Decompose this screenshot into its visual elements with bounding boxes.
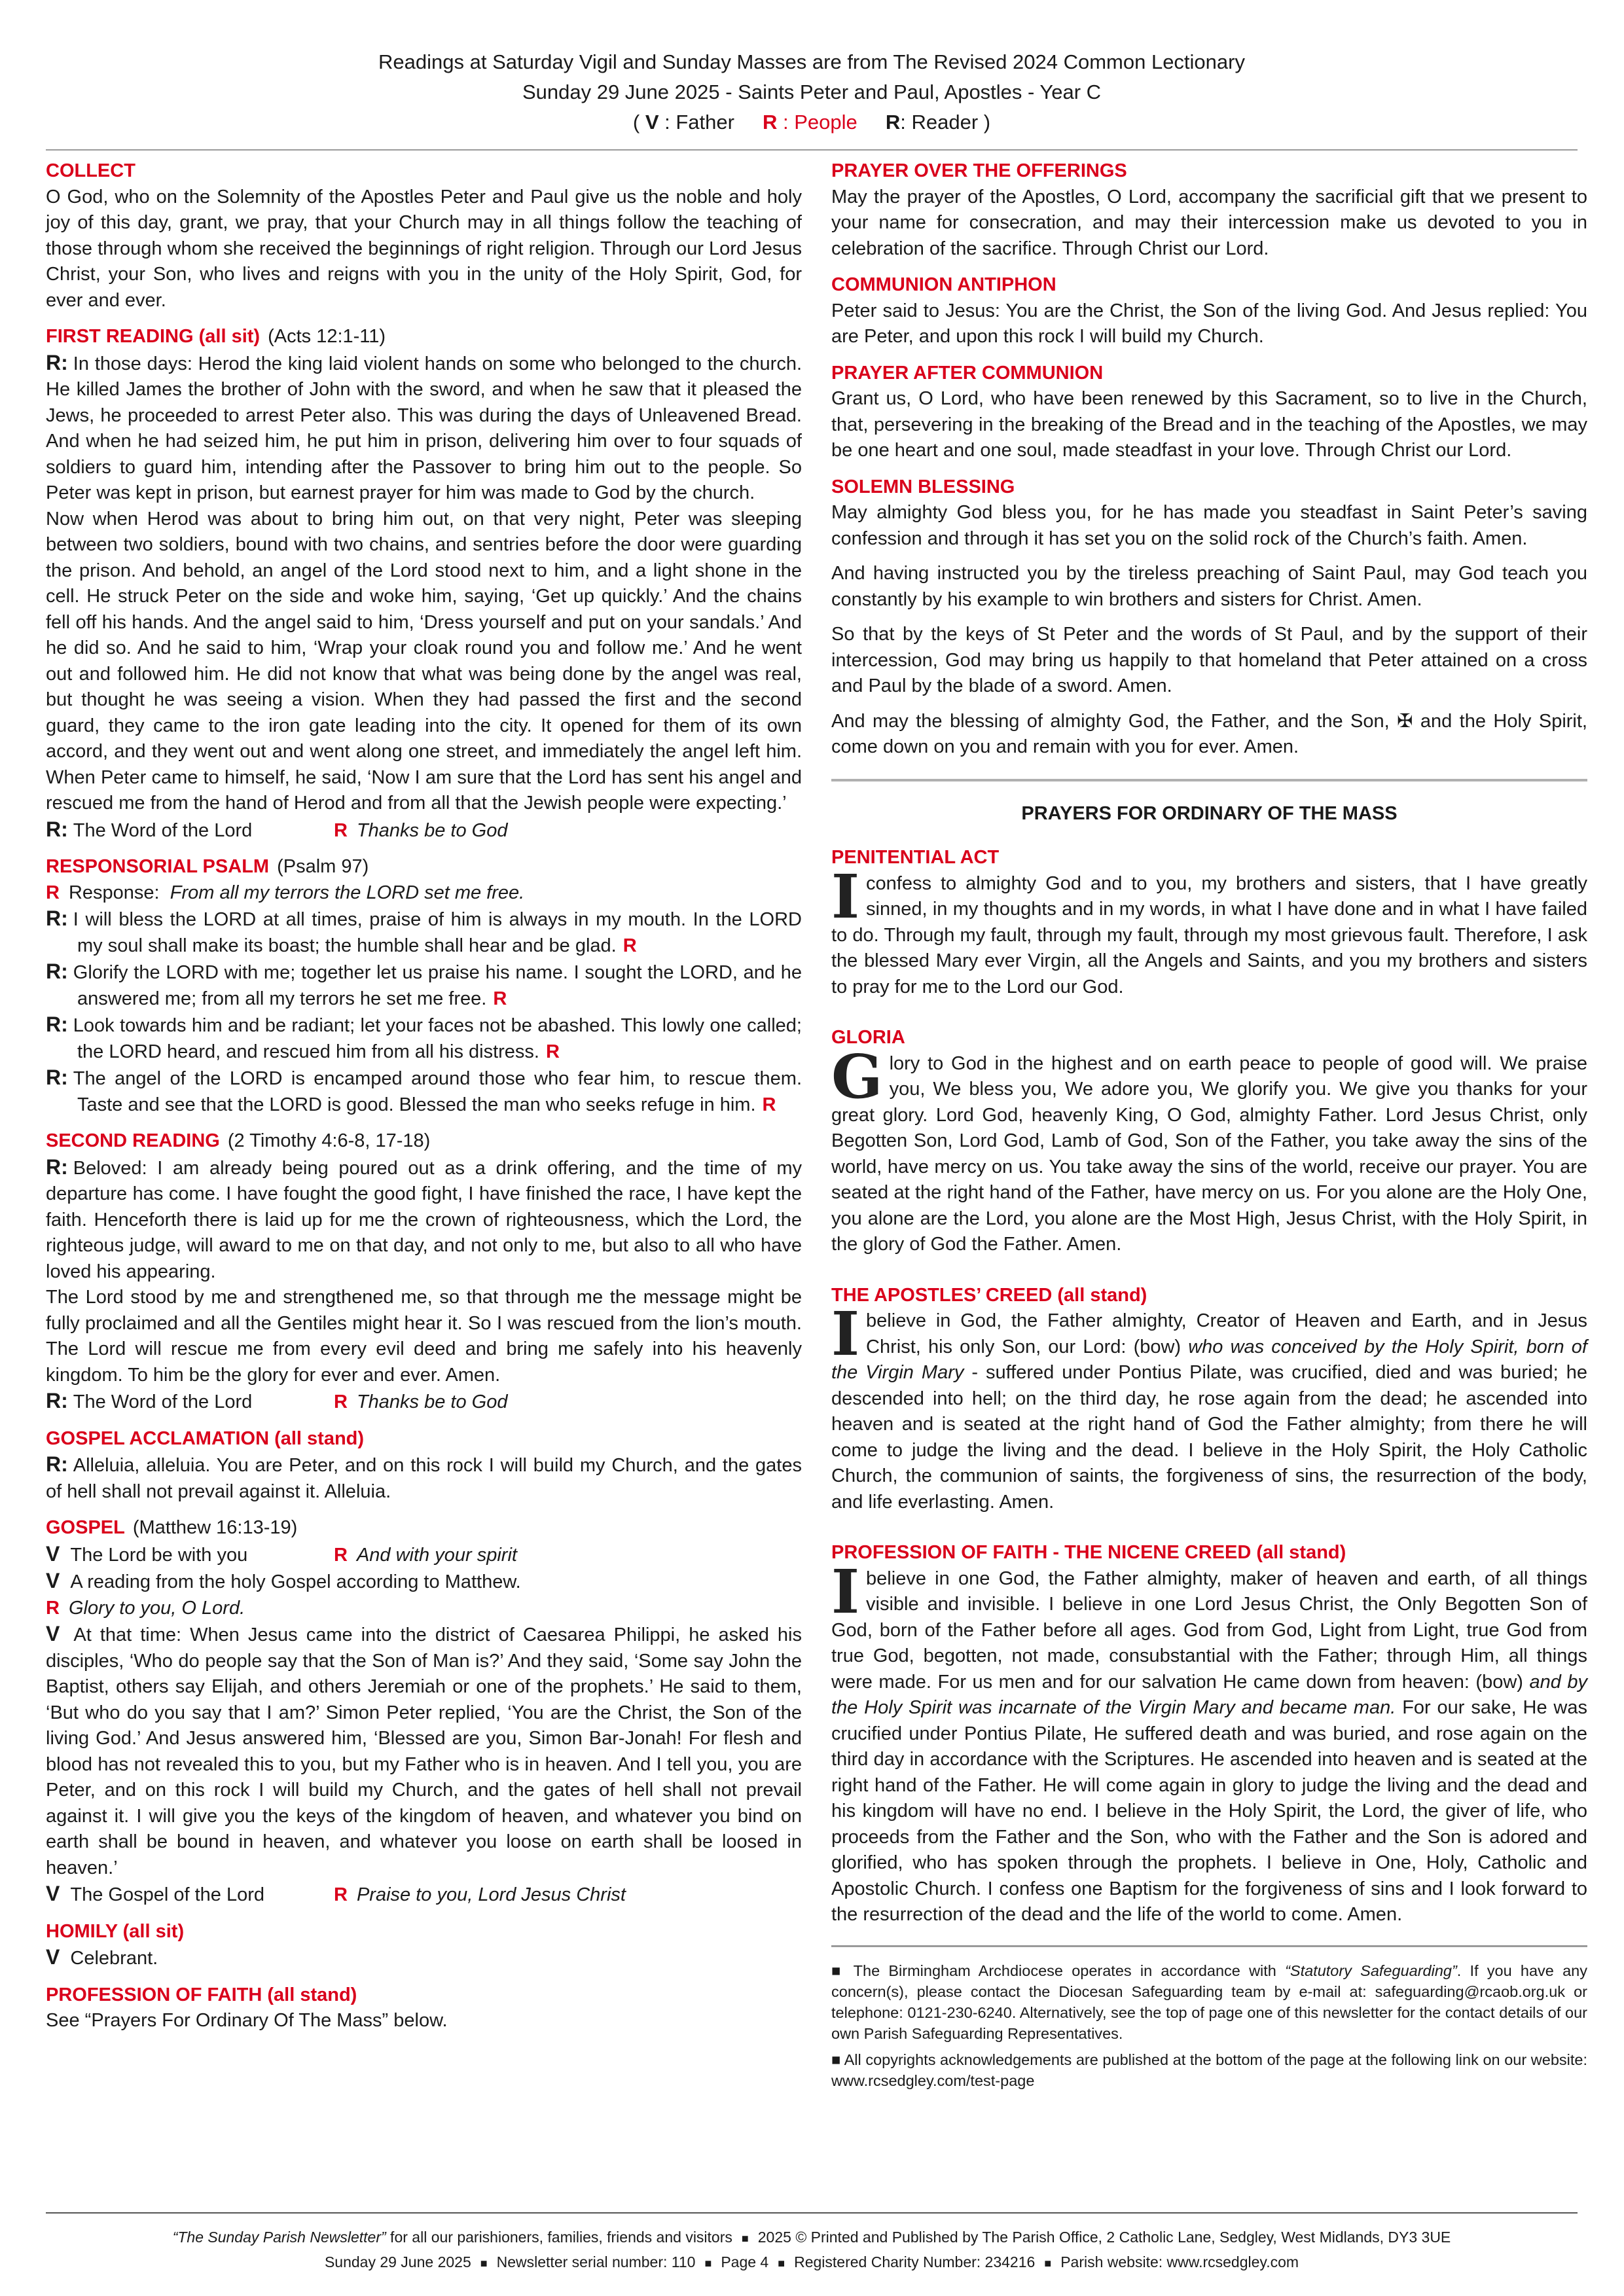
- ordinary-title: PRAYERS FOR ORDINARY OF THE MASS: [1021, 802, 1398, 824]
- dropcap-i: I: [831, 1299, 860, 1369]
- penitential-text: Iconfess to almighty God and to you, my brothers and sisters, that I have greatly sinned, in my thoughts and in my words, in what I have done and in what I have failed to do. Through my fault, through my fault, through my most grievous fault. Therefore, I ask the blessed Mary ever Virgin, all the Angels and Saints, and you my brothers and sisters to pray for me to the Lord our God.: [831, 861, 1587, 997]
- page-footer: [46, 2225, 1578, 2275]
- copyright-note: ■ All copyrights acknowledgements are published at the bottom of the page at the following link on our website: www.rcsedgley.com/test-page: [831, 2051, 1587, 2089]
- dropcap-g: G: [831, 1041, 883, 1112]
- safeguarding-note: ■ The Birmingham Archdiocese operates in accordance with “Statutory Safeguarding”. If you have any concern(s), please contact the Diocesan Safeguarding team by e-mail at: safeguarding@rcaob.org.uk or telephone: 0121-230-6240. Alternatively, see the top of page one of this newsletter for the contact details of our own Parish Safeguarding Representatives.: [831, 1962, 1587, 2042]
- blessing-2: And having instructed you by the tireless preaching of Saint Paul, may God teach you constantly by his example to win brothers and sisters for Christ. Amen.: [831, 563, 1587, 610]
- after-communion-heading: PRAYER AFTER COMMUNION: [831, 362, 1104, 384]
- apostles-creed-heading: THE APOSTLES’ CREED (all stand): [831, 1284, 1147, 1306]
- gloria-text: Glory to God in the highest and on earth peace to people of good will. We praise you, We bless you, We adore you, We glorify you. We give you thanks for your great glory. Lord God, heavenly King, O God, almighty Father. Lord Jesus Christ, only Begotten Son, Lord God, Lamb of God, Son of the Father, you take away the sins of the world, have mercy on us. You take away the sins of the world, receive our prayer. You are seated at the right hand of the Father, have mercy on us. For you alone are the Holy One, you alone are the Lord, you alone are the Most High, Jesus Christ, with the Holy Spirit, in the glory of God the Father. Amen.: [831, 1041, 1587, 1255]
- second-reading-p2: The Lord stood by me and strengthened me, so that through me the message might be fully proclaimed and all the Gentiles might hear it. So I was rescued from the lion’s mouth. The Lord will rescue me from every evil deed and bring me safely into his heavenly kingdom. To him be the glory for ever and ever. Amen.: [46, 1287, 802, 1386]
- nicene-creed-text: Ibelieve in one God, the Father almighty, maker of heaven and earth, of all things visible and invisible. I believe in one Lord Jesus Christ, the Only Begotten Son of God, born of the Father before all ages. God from God, Light from Light, true God from true God, begotten, not made, consubstantial with the Father; through Him, all things were made. For us men and for our salvation He came down from heaven: (bow) and by the Holy Spirit was incarnate of the Virgin Mary and became man. For our sake, He was crucified under Pontius Pilate, He suffered death and was buried, and rose again on the third day in accordance with the Scriptures. He ascended into heaven and is seated at the right hand of the Father. He will come again in glory to judge the living and the dead and his kingdom will have no end. I believe in the Holy Spirit, the Lord, the giver of life, who proceeds from the Father and the Son, who with the Father and the Son is adored and glorified, who has spoken through the prophets. I believe in One, Holy, Catholic and Apostolic Church. I confess one Baptism for the forgiveness of sins and I look forward to the resurrection of the dead and the life of the world to come. Amen.: [831, 1556, 1588, 1925]
- footer-divider: [46, 2212, 1578, 2214]
- collect-heading: COLLECT: [46, 160, 135, 181]
- legend-v: V: [645, 111, 659, 134]
- blessing-1: May almighty God bless you, for he has made you steadfast in Saint Peter’s saving confession and through it has set you on the solid rock of the Church’s faith. Amen.: [831, 502, 1587, 549]
- parish-website: Parish website: www.rcsedgley.com: [1060, 2253, 1299, 2270]
- dropcap-i: I: [831, 1556, 860, 1627]
- first-reading-p1: R: In those days: Herod the king laid violent hands on some who belonged to the church. He killed James the brother of John with the sword, and when he saw that it pleased the Jews, he proceeded to arrest Peter also. This was during the days of Unleavened Bread. And when he had seized him, he put him in prison, delivering him over to four squads of soldiers to guard him, intending after the Passover to bring him out to the people. So Peter was kept in prison, but earnest prayer for him was made to God by the church.: [46, 350, 802, 503]
- first-reading-response: R: The Word of the Lord R Thanks be to God: [46, 817, 508, 841]
- communion-antiphon-text: Peter said to Jesus: You are the Christ, the Son of the living God. And Jesus replied: You are Peter, and upon this rock I will build my Church.: [831, 300, 1587, 347]
- legend-line: ( V : Father R : People R: Reader ): [632, 111, 991, 134]
- collect-text: O God, who on the Solemnity of the Apostles Peter and Paul give us the noble and holy joy of this day, grant, we pray, that your Church may in all things follow the teaching of those through whom she received the beginnings of right religion. Through our Lord Jesus Christ, your Son, who lives and reigns with you in the unity of the Holy Spirit, God, for ever and ever.: [46, 186, 802, 311]
- second-reading-heading: SECOND READING (2 Timothy 4:6-8, 17-18): [46, 1130, 431, 1151]
- psalm-response: R Response: From all my terrors the LORD set me free.: [46, 882, 525, 903]
- footer-line-1: “The Sunday Parish Newsletter” for all our parishioners, families, friends and visitors ■ 2025 © Printed and Published by The Parish Office, 2 Catholic Lane, Sedgley, West Midlands, DY3 3UE: [172, 2229, 1451, 2246]
- psalm-verse-3: R: Look towards him and be radiant; let your faces not be abashed. This lowly one called; the LORD heard, and rescued him from all his distress. R: [46, 1013, 802, 1062]
- psalm-heading: RESPONSORIAL PSALM (Psalm 97): [46, 856, 369, 877]
- blessing-4: And may the blessing of almighty God, the Father, and the Son, ✠ and the Holy Spirit, come down on you and remain with you for ever. Amen.: [831, 710, 1587, 757]
- acclamation-heading: GOSPEL ACCLAMATION (all stand): [46, 1427, 365, 1449]
- page-number: Page 4: [721, 2253, 769, 2270]
- first-reading-heading: FIRST READING (all sit) (Acts 12:1-11): [46, 326, 386, 347]
- blessing-3: So that by the keys of St Peter and the words of St Paul, and by the support of their intercession, God may bring us happily to that homeland that Peter attained on a cross and Paul by the blade of a sword. Amen.: [831, 624, 1587, 696]
- notes-divider: [831, 1945, 1587, 1947]
- offerings-heading: PRAYER OVER THE OFFERINGS: [831, 160, 1127, 181]
- gospel-response: V The Gospel of the Lord R Praise to you, Lord Jesus Christ: [46, 1882, 626, 1905]
- dropcap-i: I: [831, 861, 860, 932]
- profession-text: See “Prayers For Ordinary Of The Mass” below.: [46, 2010, 448, 2031]
- gospel-announce: V A reading from the holy Gospel according to Matthew.: [46, 1569, 521, 1592]
- page-header: [46, 47, 1578, 137]
- after-communion-text: Grant us, O Lord, who have been renewed by this Sacrament, so to live in the Church, that, persevering in the breaking of the Bread and in the teaching of the Apostles, we may be one heart and one soul, made steadfast in your love. Through Christ our Lord.: [831, 388, 1587, 461]
- gospel-glory: R Glory to you, O Lord.: [46, 1597, 245, 1619]
- right-column: [831, 158, 1587, 2091]
- psalm-verse-4: R: The angel of the LORD is encamped around those who fear him, to rescue them. Taste and see that the LORD is good. Blessed the man who seeks refuge in him. R: [46, 1066, 802, 1115]
- gospel-heading: GOSPEL (Matthew 16:13-19): [46, 1517, 298, 1538]
- homily-heading: HOMILY (all sit): [46, 1920, 185, 1942]
- psalm-verse-1: R: I will bless the LORD at all times, praise of him is always in my mouth. In the LORD my soul shall make its boast; the humble shall hear and be glad. R: [46, 906, 802, 956]
- section-divider: [831, 779, 1587, 781]
- psalm-verse-2: R: Glorify the LORD with me; together let us praise his name. I sought the LORD, and he answered me; from all my terrors he set me free. R: [46, 960, 802, 1009]
- second-reading-response: R: The Word of the Lord R Thanks be to God: [46, 1389, 508, 1412]
- offerings-text: May the prayer of the Apostles, O Lord, accompany the sacrificial gift that we present to your name for consecration, and may their intercession make us devoted to you in celebration of the sacrifice. Through Christ our Lord.: [831, 186, 1587, 259]
- apostles-creed-text: Ibelieve in God, the Father almighty, Creator of Heaven and Earth, and in Jesus Christ, his only Son, our Lord: (bow) who was conceived by the Holy Spirit, born of the Virgin Mary - suffered under Pontius Pilate, was crucified, died and was buried; he descended into hell; on the third day, he rose again from the dead; he ascended into heaven and is seated at the right hand of God the Father almighty; from there he will come to judge the living and the dead. I believe in the Holy Spirit, the Holy Catholic Church, the communion of saints, the forgiveness of sins, the resurrection of the body, and life everlasting. Amen.: [831, 1299, 1587, 1513]
- nicene-creed-heading: PROFESSION OF FAITH - THE NICENE CREED (all stand): [831, 1542, 1346, 1563]
- acclamation-text: R: Alleluia, alleluia. You are Peter, and on this rock I will build my Church, and the gates of hell shall not prevail against it. Alleluia.: [46, 1452, 802, 1502]
- cross-icon: ✠: [1397, 710, 1413, 732]
- homily-text: V Celebrant.: [46, 1945, 158, 1969]
- first-reading-p2: Now when Herod was about to bring him out, on that very night, Peter was sleeping between two soldiers, bound with two chains, and sentries before the door were guarding the prison. And behold, an angel of the Lord stood next to him, and a light shone in the cell. He struck Peter on the side and woke him, saying, ‘Get up quickly.’ And the chains fell off his hands. And the angel said to him, ‘Dress yourself and put on your sandals.’ And he did so. And he said to him, ‘Wrap your cloak round you and follow me.’ And he went out and followed him. He did not know that what was being done by the angel was real, but thought he was seeing a vision. When they had passed the first and the second guard, they came to the iron gate leading into the city. It opened for them of its own accord, and they went out and went along one street, and immediately the angel left him. When Peter came to himself, he said, ‘Now I am sure that the Lord has sent his angel and rescued me from the hand of Herod and from all that the Jewish people were expecting.’: [46, 508, 802, 814]
- legend-reader: R: [885, 111, 901, 134]
- left-column: [46, 158, 802, 2034]
- second-reading-p1: R: Beloved: I am already being poured out as a drink offering, and the time of my departure has come. I have fought the good fight, I have finished the race, I have kept the faith. Henceforth there is laid up for me the crown of righteousness, which the Lord, the righteous judge, will award to me on that day, and not only to me, but also to all who have loved his appearing.: [46, 1155, 802, 1282]
- date-feast-line: Sunday 29 June 2025 - Saints Peter and Paul, Apostles - Year C: [522, 81, 1102, 103]
- communion-antiphon-heading: COMMUNION ANTIPHON: [831, 274, 1056, 295]
- blessing-heading: SOLEMN BLESSING: [831, 476, 1015, 497]
- gospel-greeting: V The Lord be with you R And with your spirit: [46, 1541, 517, 1566]
- lectionary-line: Readings at Saturday Vigil and Sunday Masses are from The Revised 2024 Common Lectionary: [378, 50, 1245, 73]
- gloria-heading: GLORIA: [831, 1027, 905, 1048]
- header-divider: [46, 149, 1578, 151]
- penitential-heading: PENITENTIAL ACT: [831, 847, 1000, 868]
- legend-r: R: [763, 111, 778, 134]
- footer-line-2: Sunday 29 June 2025 ■ Newsletter serial number: 110 ■ Page 4 ■ Registered Charity Number: 234216 ■ Parish website: www.rcsedgley.com: [324, 2253, 1299, 2270]
- profession-heading: PROFESSION OF FAITH (all stand): [46, 1984, 357, 2005]
- gospel-text: V At that time: When Jesus came into the district of Caesarea Philippi, he asked his disciples, ‘Who do people say that the Son of Man is?’ And they said, ‘Some say John the Baptist, others say Elijah, and others Jeremiah or one of the prophets.’ He said to them, ‘But who do you say that I am?’ Simon Peter replied, ‘You are the Christ, the Son of the living God.’ And Jesus answered him, ‘Blessed are you, Simon Bar-Jonah! For flesh and blood has not revealed this to you, but my Father who is in heaven. And I tell you, you are Peter, and on this rock I will build my Church, and the gates of hell shall not prevail against it. I will give you the keys of the kingdom of heaven, and whatever you bind on earth shall be bound in heaven, and whatever you loose on earth shall be loosed in heaven.’: [46, 1622, 802, 1878]
